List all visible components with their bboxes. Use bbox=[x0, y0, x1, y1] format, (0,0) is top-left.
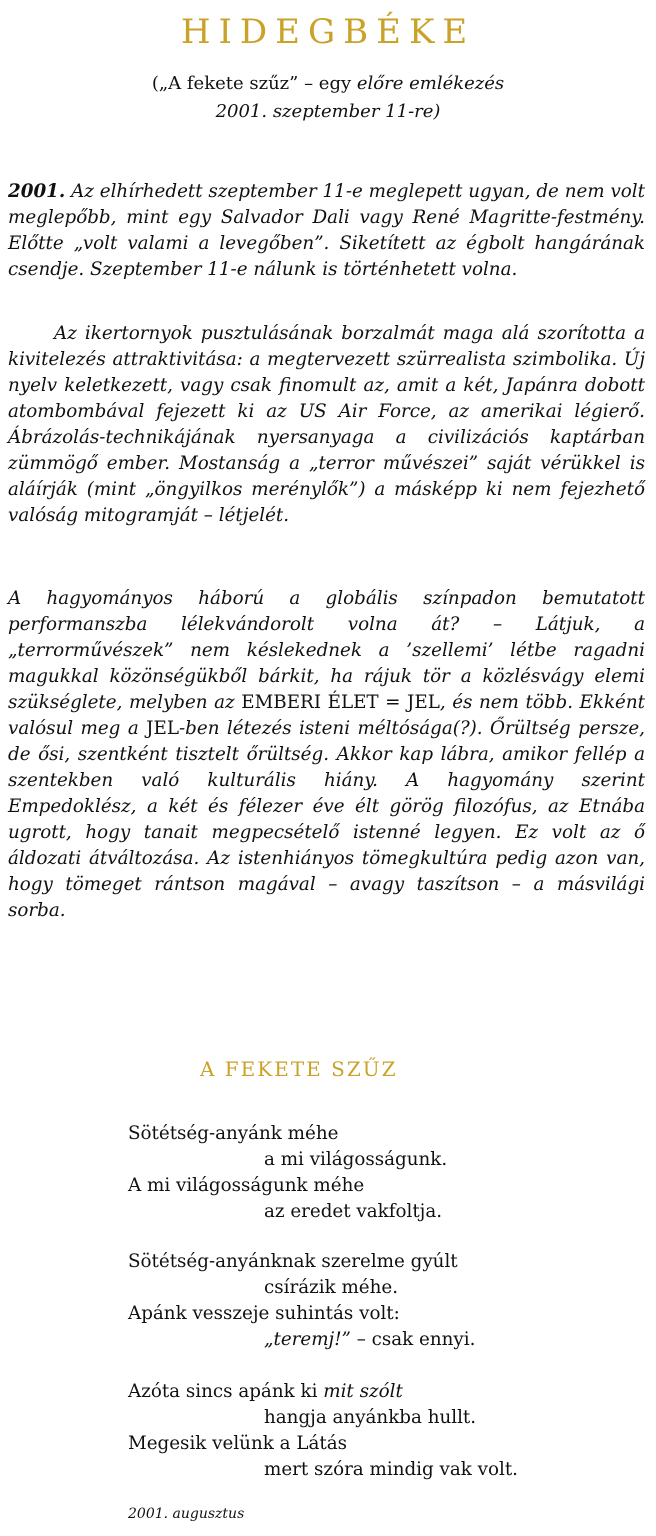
poem-line: Apánk vesszeje suhintás volt: bbox=[128, 1303, 400, 1324]
poem-title: A FEKETE SZŰZ bbox=[200, 1057, 398, 1081]
poem-line: hangja anyánkba hullt. bbox=[264, 1407, 477, 1428]
emphasis-text: JEL bbox=[146, 718, 179, 739]
poem-stanza-3 bbox=[128, 1379, 518, 1483]
poem-italic: „teremj!” bbox=[264, 1329, 351, 1350]
page-title: HIDEGBÉKE bbox=[180, 12, 476, 52]
poem-text: – csak ennyi. bbox=[350, 1329, 476, 1350]
essay-paragraph-2 bbox=[8, 321, 645, 529]
paragraph-text: Az elhírhedett szeptember 11-e meglepett ugyan, de nem volt meglepőbb, mint egy Salvador Dali vagy René Magritte-festmény. Előtte „volt valami a levegőben”. Siketített az égbolt hangárának csendje. Szeptember 11-e nálunk is történhetett volna. bbox=[8, 181, 645, 280]
subtitle-line-1 bbox=[0, 70, 656, 98]
poem-line: Megesik velünk a Látás bbox=[128, 1433, 347, 1454]
poem-line: mert szóra mindig vak volt. bbox=[264, 1459, 518, 1480]
subtitle-line-2: 2001. szeptember 11-re) bbox=[215, 101, 441, 122]
poem-line: A mi világosságunk méhe bbox=[128, 1175, 365, 1196]
poem-stanza-2 bbox=[128, 1249, 475, 1353]
emphasis-text: EMBERI ÉLET = JEL bbox=[241, 692, 440, 713]
poem-line: az eredet vakfoltja. bbox=[264, 1201, 443, 1222]
subtitle-text: („A fekete szűz” – egy bbox=[151, 73, 357, 94]
poem-line bbox=[128, 1379, 518, 1405]
poem-line: a mi világosságunk. bbox=[264, 1149, 448, 1170]
paragraph-text: , és nem több. Ekként valósul meg a bbox=[8, 692, 646, 739]
poem-line: csírázik méhe. bbox=[264, 1277, 399, 1298]
poem-line bbox=[128, 1327, 475, 1353]
paragraph-text: A hagyományos háború a globális színpadon bemutatott performanszba lélekvándorolt volna át? – Látjuk, a „terrorművészek” nem késlekednek a ’szellemi’ létbe ragadni magukkal közönségükből bárkit, ha rájuk tör a közlésvágy elemi szükséglete, melyben az bbox=[8, 588, 645, 713]
poem-line: Sötétség-anyánknak szerelme gyúlt bbox=[128, 1251, 458, 1272]
poem-text: Azóta sincs apánk ki bbox=[128, 1381, 324, 1402]
paragraph-text: -ben létezés isteni méltósága(?). Őrültség persze, de ősi, szentként tisztelt őrültség. Akkor kap lábra, amikor fellép a szentekben való kulturális hiány. A hagyomány szerint Empedoklész, a két és félezer éve élt görög filozófus, az Etnába ugrott, hogy tanait megpecsételő istenné legyen. Ez volt az ő áldozati átváltozása. Az istenhiányos tömegkultúra pedig azon van, hogy tömeget rántson magával – avagy taszítson – a másvilági sorba. bbox=[8, 718, 645, 921]
poem-line: Sötétség-anyánk méhe bbox=[128, 1123, 339, 1144]
poem-stanza-1 bbox=[128, 1121, 447, 1225]
essay-paragraph-3 bbox=[8, 586, 645, 924]
paragraph-text: Az ikertornyok pusztulásának borzalmát maga alá szorította a kivitelezés attraktivitása: a megtervezett szürrealista szimbolika. Új nyelv keletkezett, vagy csak finomult az, amit a két, Japánra dobott atombombával fejezett ki az US Air Force, az amerikai légierő. Ábrázolás-technikájának nyersanyaga a civilizációs kaptárban zümmögő ember. Mostanság a „terror művészei” saját vérükkel is aláírják (mint „öngyilkos merénylők”) a másképp ki nem fejezhető valóság mitogramját – létjelét. bbox=[8, 323, 645, 526]
essay-paragraph-1 bbox=[8, 179, 645, 283]
subtitle-italic: előre emlékezés bbox=[356, 73, 505, 94]
paragraph-lead-year: 2001. bbox=[8, 181, 66, 202]
poem-italic: mit szólt bbox=[323, 1381, 403, 1402]
poem-date: 2001. augusztus bbox=[128, 1506, 245, 1522]
page-subtitle bbox=[0, 70, 656, 126]
